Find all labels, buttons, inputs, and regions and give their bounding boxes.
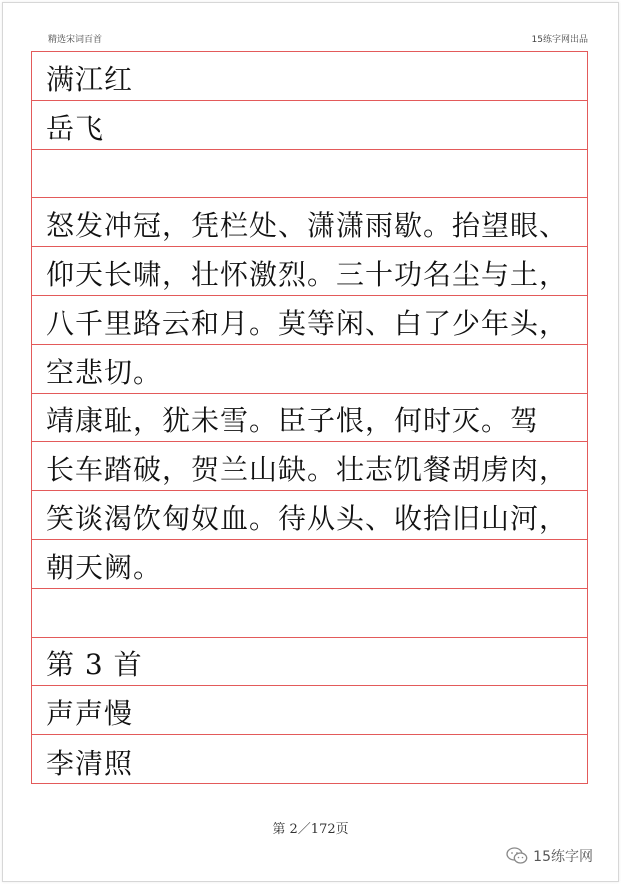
grid-row [32,491,587,540]
grid-row [32,101,587,150]
grid-row [32,52,587,101]
poem-author: 李清照 [46,746,134,780]
poem-line: 空悲切。 [46,355,163,389]
poem-line: 仰天长啸，壮怀激烈。三十功名尘与土， [46,257,569,291]
grid-row [32,296,587,345]
grid-row [32,735,587,784]
poem-line: 八千里路云和月。莫等闲、白了少年头， [46,306,569,340]
poem-title: 满江红 [46,62,134,96]
section-number: 第 3 首 [46,648,143,682]
grid-row [32,686,587,735]
grid-row [32,198,587,247]
poem-line: 长车踏破，贺兰山缺。壮志饥餐胡虏肉， [46,453,569,487]
poem-line: 怒发冲冠，凭栏处、潇潇雨歇。抬望眼、 [46,209,569,243]
watermark-text: 15练字网 [533,849,593,865]
grid-row [32,150,587,199]
writing-grid [31,51,588,784]
header-book-title: 精选宋词百首 [48,35,103,45]
poem-line: 笑谈渴饮匈奴血。待从头、收拾旧山河， [46,501,569,535]
poem-title: 声声慢 [46,697,134,731]
grid-row [32,442,587,491]
grid-row [32,394,587,443]
wechat-icon [506,847,528,865]
page-number: 第 2／172页 [272,822,349,837]
grid-row [32,247,587,296]
grid-row [32,540,587,589]
page-header [48,32,588,46]
grid-row [32,345,587,394]
poem-line: 靖康耻，犹未雪。臣子恨，何时灭。驾 [46,404,540,438]
grid-row [32,638,587,687]
grid-row [32,589,587,638]
header-publisher: 15练字网出品 [531,35,588,45]
poem-line: 朝天阙。 [46,550,163,584]
watermark [506,846,593,866]
poem-author: 岳飞 [46,111,105,145]
